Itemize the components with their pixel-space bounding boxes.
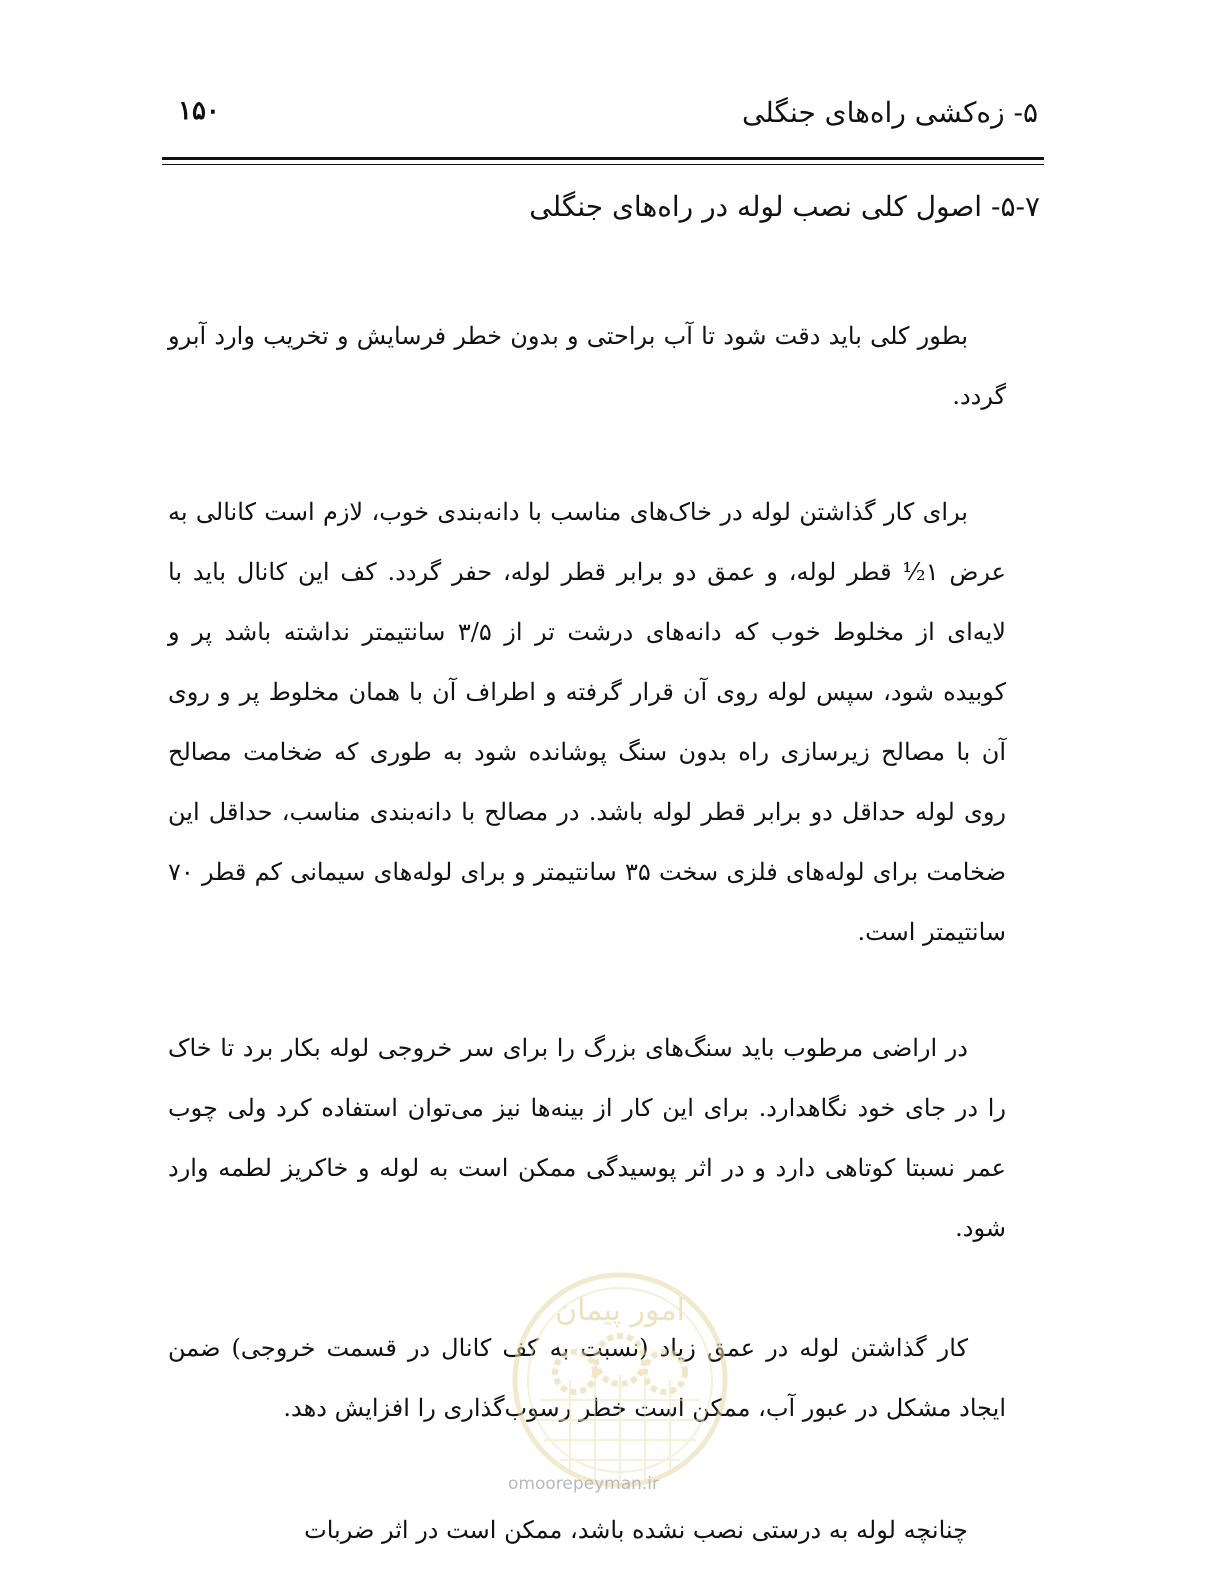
page-number: ۱۵۰ [178,96,220,126]
paragraph-2 [168,482,1006,962]
header-rule-thick [162,157,1044,160]
paragraph-4-text: کار گذاشتن لوله در عمق زیاد (نسبت به کف کانال در قسمت خروجی) ضمن ایجاد مشکل در عبور آب، ممکن است خطر رسوب‌گذاری را افزایش دهد. [168,1334,1006,1422]
paragraph-5 [168,1500,1006,1560]
paragraph-3 [168,1018,1006,1258]
watermark-logo-icon [500,1260,740,1500]
paragraph-2-text: برای کار گذاشتن لوله در خاک‌های مناسب با دانه‌بندی خوب، لازم است کانالی به عرض ۱½ قطر لوله، و عمق دو برابر قطر لوله، حفر گردد. کف این کانال باید با لایه‌ای از مخلوط خوب که دانه‌های درشت تر از ۳/۵ سانتیمتر نداشته باشد پر و کوبیده شود، سپس لوله روی آن قرار گرفته و اطراف آن با همان مخلوط پر و روی آن با مصالح زیرسازی راه بدون سنگ پوشانده شود به طوری که ضخامت مصالح روی لوله حداقل دو برابر قطر لوله باشد. در مصالح با دانه‌بندی مناسب، حداقل این ضخامت برای لوله‌های فلزی سخت ۳۵ سانتیمتر و برای لوله‌های سیمانی کم قطر ۷۰ سانتیمتر است. [168,498,1006,946]
paragraph-1-text: بطور کلی باید دقت شود تا آب براحتی و بدون خطر فرسایش و تخریب وارد آبرو گردد. [168,322,1006,410]
paragraph-3-text: در اراضی مرطوب باید سنگ‌های بزرگ را برای سر خروجی لوله بکار برد تا خاک را در جای خود نگاهدارد. برای این کار از بینه‌ها نیز می‌توان استفاده کرد ولی چوب عمر نسبتا کوتاهی دارد و در اثر پوسیدگی ممکن است به لوله و خاکریز لطمه وارد شود. [168,1034,1006,1242]
paragraph-1 [168,306,1006,426]
paragraph-5-text: چنانچه لوله به درستی نصب نشده باشد، ممکن است در اثر ضربات [304,1516,968,1544]
section-heading: ۵-۷- اصول کلی نصب لوله در راه‌های جنگلی [529,190,1040,223]
watermark-logo-text: امور پیمان [555,1293,685,1328]
header-rule-thin [162,164,1044,165]
chapter-title: ۵- زه‌کشی راه‌های جنگلی [741,96,1038,129]
watermark-url: omoorepeyman.ir [508,1474,660,1494]
